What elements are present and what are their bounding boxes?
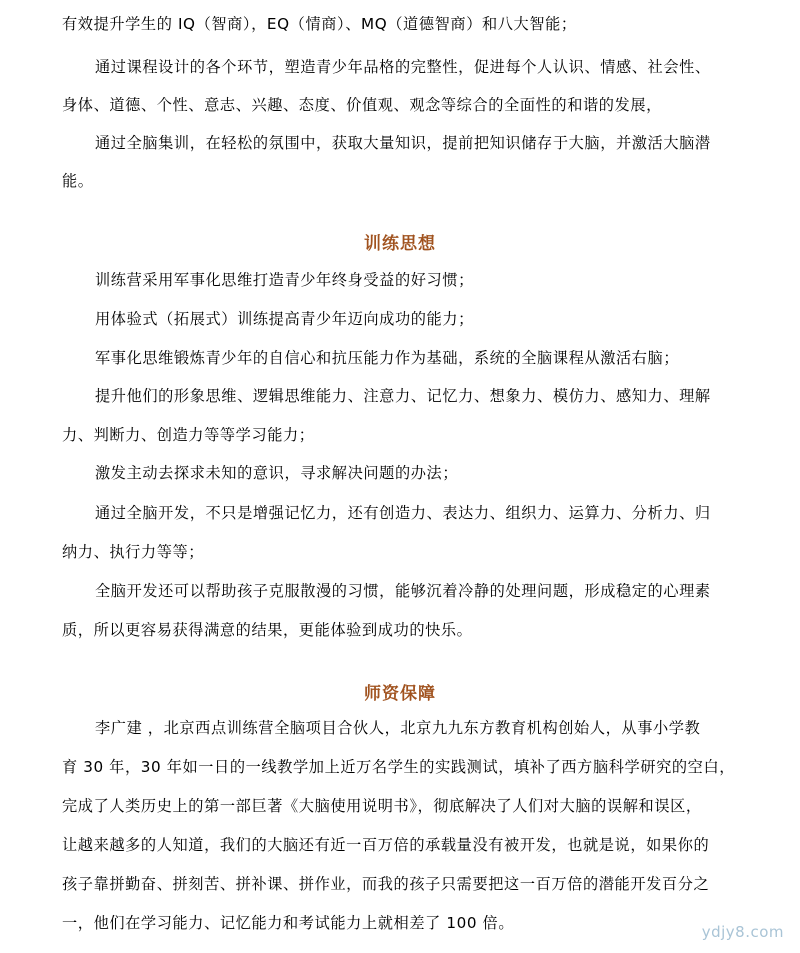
training-line-10: 质，所以更容易获得满意的结果，更能体验到成功的快乐。	[62, 621, 473, 639]
teachers-line-4: 让越来越多的人知道，我们的大脑还有近一百万倍的承载量没有被开发，也就是说，如果你的	[62, 836, 710, 854]
intro-line-5: 能。	[62, 172, 94, 190]
training-line-6: 激发主动去探求未知的意识，寻求解决问题的办法；	[95, 464, 459, 482]
training-line-8: 纳力、执行力等等；	[62, 543, 205, 561]
training-line-1: 训练营采用军事化思维打造青少年终身受益的好习惯；	[95, 271, 474, 289]
teachers-line-1: 李广建 ，北京西点训练营全脑项目合伙人，北京九九东方教育机构创始人，从事小学教	[95, 719, 701, 737]
teachers-line-2: 育 30 年，30 年如一日的一线教学加上近万名学生的实践测试，填补了西方脑科学研究的空白，	[62, 758, 736, 776]
training-line-3: 军事化思维锻炼青少年的自信心和抗压能力作为基础，系统的全脑课程从激活右脑；	[95, 349, 680, 367]
training-line-4: 提升他们的形象思维、逻辑思维能力、注意力、记忆力、想象力、模仿力、感知力、理解	[95, 387, 711, 405]
heading-teachers: 师资保障	[364, 684, 436, 704]
intro-line-3: 身体、道德、个性、意志、兴趣、态度、价值观、观念等综合的全面性的和谐的发展，	[62, 96, 662, 114]
training-line-2: 用体验式（拓展式）训练提高青少年迈向成功的能力；	[95, 310, 474, 328]
teachers-line-3: 完成了人类历史上的第一部巨著《大脑使用说明书》，彻底解决了人们对大脑的误解和误区，	[62, 797, 702, 815]
teachers-line-5: 孩子靠拼勤奋、拼刻苦、拼补课、拼作业，而我的孩子只需要把这一百万倍的潜能开发百分之	[62, 875, 710, 893]
intro-line-4: 通过全脑集训，在轻松的氛围中，获取大量知识，提前把知识储存于大脑，并激活大脑潜	[95, 134, 711, 152]
training-line-9: 全脑开发还可以帮助孩子克服散漫的习惯，能够沉着冷静的处理问题，形成稳定的心理素	[95, 582, 711, 600]
heading-training: 训练思想	[364, 234, 436, 254]
teachers-line-6: 一，他们在学习能力、记忆能力和考试能力上就相差了 100 倍。	[62, 914, 515, 932]
intro-line-2: 通过课程设计的各个环节，塑造青少年品格的完整性，促进每个人认识、情感、社会性、	[95, 58, 711, 76]
intro-line-1: 有效提升学生的 IQ（智商），EQ（情商）、MQ（道德智商）和八大智能；	[62, 15, 577, 33]
watermark-text: ydjy8.com	[701, 923, 784, 941]
training-line-5: 力、判断力、创造力等等学习能力；	[62, 426, 315, 444]
training-line-7: 通过全脑开发，不只是增强记忆力，还有创造力、表达力、组织力、运算力、分析力、归	[95, 504, 711, 522]
